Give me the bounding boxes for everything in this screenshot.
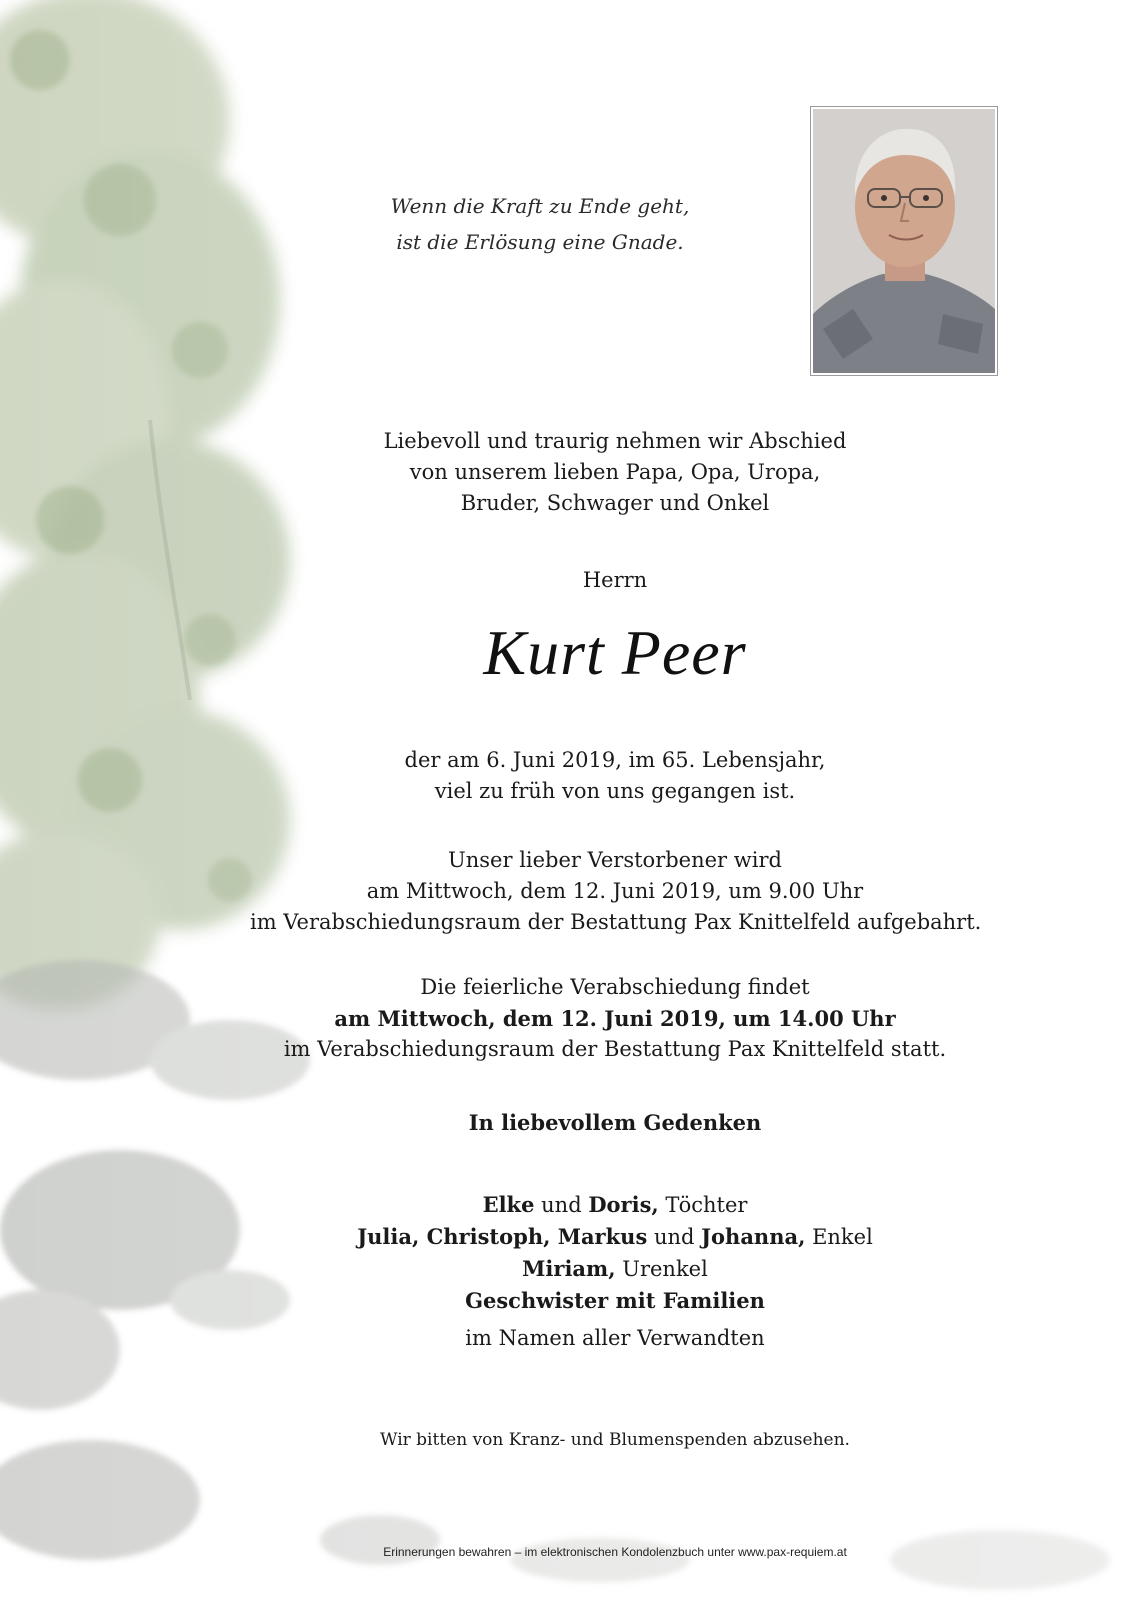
mourner-name: Julia, Christoph, Markus bbox=[357, 1224, 648, 1249]
relation-text: Enkel bbox=[805, 1225, 873, 1249]
death-notice bbox=[250, 745, 980, 807]
connector-text: und bbox=[647, 1225, 702, 1249]
mourner-name: Miriam, bbox=[522, 1256, 616, 1281]
mourner-name: Geschwister mit Familien bbox=[465, 1288, 765, 1313]
connector-text: und bbox=[534, 1193, 589, 1217]
intro-text bbox=[250, 426, 980, 519]
mourner-name: Doris, bbox=[588, 1192, 659, 1217]
death-line: der am 6. Juni 2019, im 65. Lebensjahr, bbox=[404, 748, 826, 772]
relation-text: Urenkel bbox=[615, 1257, 708, 1281]
motto bbox=[330, 188, 750, 260]
intro-line: Liebevoll und traurig nehmen wir Abschied bbox=[383, 429, 847, 453]
mourner-great-grandchild bbox=[250, 1253, 980, 1285]
ceremony-datetime: am Mittwoch, dem 12. Juni 2019, um 14.00 Uhr bbox=[334, 1006, 896, 1031]
deceased-name: Kurt Peer bbox=[483, 617, 747, 688]
mourners-list bbox=[250, 1189, 980, 1317]
footer-condolence-note: Erinnerungen bewahren – im elektronischen Kondolenzbuch unter www.pax-requiem.at bbox=[383, 1545, 847, 1559]
ceremony-notice bbox=[250, 972, 980, 1065]
portrait-image bbox=[813, 109, 995, 373]
mourner-daughters bbox=[250, 1189, 980, 1221]
intro-line: Bruder, Schwager und Onkel bbox=[460, 491, 770, 515]
relation-text: Töchter bbox=[658, 1193, 748, 1217]
motto-line: Wenn die Kraft zu Ende geht, bbox=[390, 194, 690, 218]
motto-line: ist die Erlösung eine Gnade. bbox=[396, 230, 684, 254]
mourner-name: Johanna, bbox=[701, 1224, 806, 1249]
family-note: im Namen aller Verwandten bbox=[465, 1326, 765, 1350]
mourner-grandchildren bbox=[250, 1221, 980, 1253]
remembrance-heading: In liebevollem Gedenken bbox=[468, 1110, 762, 1135]
donation-request: Wir bitten von Kranz- und Blumenspenden abzusehen. bbox=[380, 1430, 850, 1450]
viewing-notice bbox=[250, 845, 980, 938]
salutation: Herrn bbox=[582, 568, 648, 592]
death-line: viel zu früh von uns gegangen ist. bbox=[434, 779, 796, 803]
ceremony-line: Die feierliche Verabschiedung findet bbox=[420, 975, 810, 999]
mourner-name: Elke bbox=[482, 1192, 535, 1217]
viewing-line: Unser lieber Verstorbener wird bbox=[448, 848, 782, 872]
viewing-line: im Verabschiedungsraum der Bestattung Pax Knittelfeld aufgebahrt. bbox=[250, 910, 982, 934]
mourner-siblings bbox=[250, 1285, 980, 1317]
portrait-photo bbox=[810, 106, 998, 376]
intro-line: von unserem lieben Papa, Opa, Uropa, bbox=[409, 460, 821, 484]
viewing-line: am Mittwoch, dem 12. Juni 2019, um 9.00 Uhr bbox=[366, 879, 864, 903]
ceremony-line: im Verabschiedungsraum der Bestattung Pax Knittelfeld statt. bbox=[283, 1037, 947, 1061]
